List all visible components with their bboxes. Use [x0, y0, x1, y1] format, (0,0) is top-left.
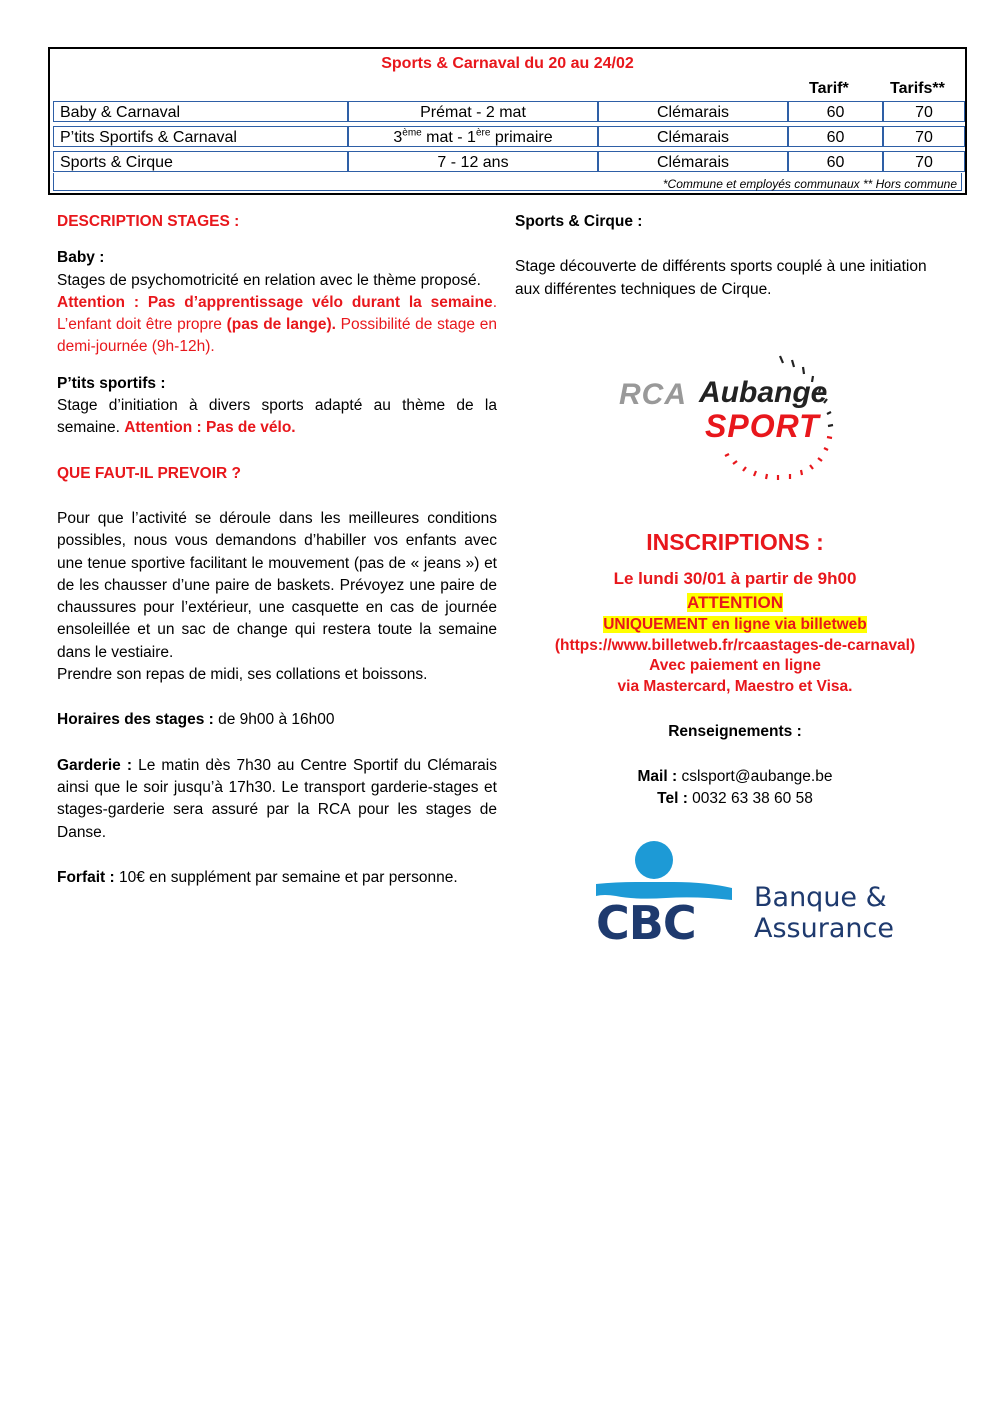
tarifs-header: Tarifs** [890, 80, 945, 97]
cbc-line1: Banque & [754, 882, 887, 913]
table-footnote: *Commune et employés communaux ** Hors commune [662, 177, 957, 191]
logo-rca-text: RCA [619, 378, 687, 411]
cbc-tagline [754, 882, 894, 944]
attention-label: ATTENTION [686, 593, 783, 612]
cell-tarif2: 70 [883, 101, 965, 122]
garderie [57, 755, 497, 844]
paiement-line: Avec paiement en ligne [649, 657, 821, 674]
cell-age [348, 126, 598, 147]
tel-label: Tel : [657, 790, 688, 807]
ptits-text [57, 395, 497, 440]
age-pre: 3 [393, 129, 403, 146]
garderie-value: Le matin dès 7h30 au Centre Sportif du Clémarais ainsi que le soir jusqu’à 17h30. Le transport garderie-stages et stages-garderie sera assuré par la RCA pour les stages de Danse. [57, 756, 497, 841]
cell-place: Clémarais [598, 151, 788, 172]
cell-age: 7 - 12 ans [348, 151, 598, 172]
cell-place: Clémarais [598, 101, 788, 122]
prevoir-heading: QUE FAUT-IL PREVOIR ? [57, 464, 242, 482]
billetweb-url[interactable]: (https://www.billetweb.fr/rcaastages-de-carnaval) [554, 636, 916, 654]
baby-att-bold2: (pas de lange). [226, 316, 336, 334]
right-column [515, 211, 955, 301]
forfait-value: 10€ en supplément par semaine et par personne. [114, 868, 458, 886]
baby-att-1: . L’enfant doit être propre [57, 293, 497, 334]
table-title: Sports & Carnaval du 20 au 24/02 [381, 55, 634, 72]
cbc-line2: Assurance [754, 913, 894, 944]
tel-value: 0032 63 38 60 58 [687, 790, 813, 807]
baby-heading: Baby : [57, 249, 105, 267]
horaires-label: Horaires des stages : [57, 711, 214, 729]
table-row [53, 101, 962, 122]
baby-attention [57, 292, 497, 359]
prevoir-text: Pour que l’activité se déroule dans les meilleures conditions possibles, nous vous demandons d’habiller vos enfants avec une tenue sportive facilitant le mouvement (pas de « jeans ») et de les chausser d’une paire de baskets. Prévoyez une paire de chaussures pour l’extérieur, une casquette en cas de journée ensoleillée et un sac de change qui restera toute la semaine dans le vestiaire. [57, 509, 497, 661]
rca-logo [615, 348, 855, 483]
baby-att-bold: Attention : Pas d’apprentissage vélo durant la semaine [57, 293, 493, 311]
cell-name: P’tits Sportifs & Carnaval [53, 126, 348, 147]
cell-tarif1: 60 [788, 151, 883, 172]
mail-label: Mail : [637, 768, 678, 785]
tel-line [515, 788, 955, 810]
baby-text: Stages de psychomotricité en relation avec le thème proposé. [57, 271, 481, 289]
uniquement-label: UNIQUEMENT en ligne via billetweb [603, 616, 867, 633]
age-sup1: ème [402, 127, 422, 139]
baby-att-2: Possibilité de stage en demi-journée (9h-12h). [57, 316, 497, 356]
renseignements-heading: Renseignements : [668, 723, 802, 740]
cell-tarif1: 60 [788, 101, 883, 122]
mail-value[interactable]: cslsport@aubange.be [677, 768, 833, 785]
tariff-table [48, 47, 967, 195]
logo-aubange-text: Aubange [699, 376, 828, 409]
cell-tarif1: 60 [788, 126, 883, 147]
inscriptions-block [515, 527, 955, 810]
tarif-header: Tarif* [809, 80, 849, 97]
cell-tarif2: 70 [883, 151, 965, 172]
mail-line [515, 766, 955, 788]
ptits-text-main: Stage d’initiation à divers sports adapté au thème de la semaine. [57, 397, 497, 437]
cirque-heading: Sports & Cirque : [515, 213, 643, 230]
cards-line: via Mastercard, Maestro et Visa. [617, 677, 853, 695]
table-row [53, 151, 962, 172]
garderie-label: Garderie : [57, 756, 133, 774]
horaires-value: de 9h00 à 16h00 [213, 711, 335, 729]
left-column [57, 211, 497, 889]
cirque-text: Stage découverte de différents sports couplé à une initiation aux différentes techniques de Cirque. [515, 258, 927, 298]
inscriptions-heading: INSCRIPTIONS : [646, 529, 824, 555]
forfait [57, 867, 497, 889]
cell-place: Clémarais [598, 126, 788, 147]
logo-sport-text: SPORT [705, 408, 820, 444]
ptits-heading: P’tits sportifs : [57, 374, 166, 392]
ptits-attention: Attention : Pas de vélo. [124, 419, 296, 437]
description-heading: DESCRIPTION STAGES : [57, 213, 240, 230]
horaires [57, 709, 497, 731]
date-line: Le lundi 30/01 à partir de 9h00 [613, 569, 857, 588]
age-sup2: ère [475, 127, 491, 139]
cell-name: Sports & Cirque [53, 151, 348, 172]
table-row [53, 126, 962, 147]
prevoir-text2: Prendre son repas de midi, ses collations et boissons. [57, 666, 428, 684]
cell-tarif2: 70 [883, 126, 965, 147]
cell-name: Baby & Carnaval [53, 101, 348, 122]
cbc-text: CBC [596, 896, 696, 950]
age-end: primaire [490, 129, 553, 146]
cbc-logo [596, 838, 896, 948]
forfait-label: Forfait : [57, 868, 115, 886]
cell-age: Prémat - 2 mat [348, 101, 598, 122]
age-mid: mat - 1 [421, 129, 476, 146]
